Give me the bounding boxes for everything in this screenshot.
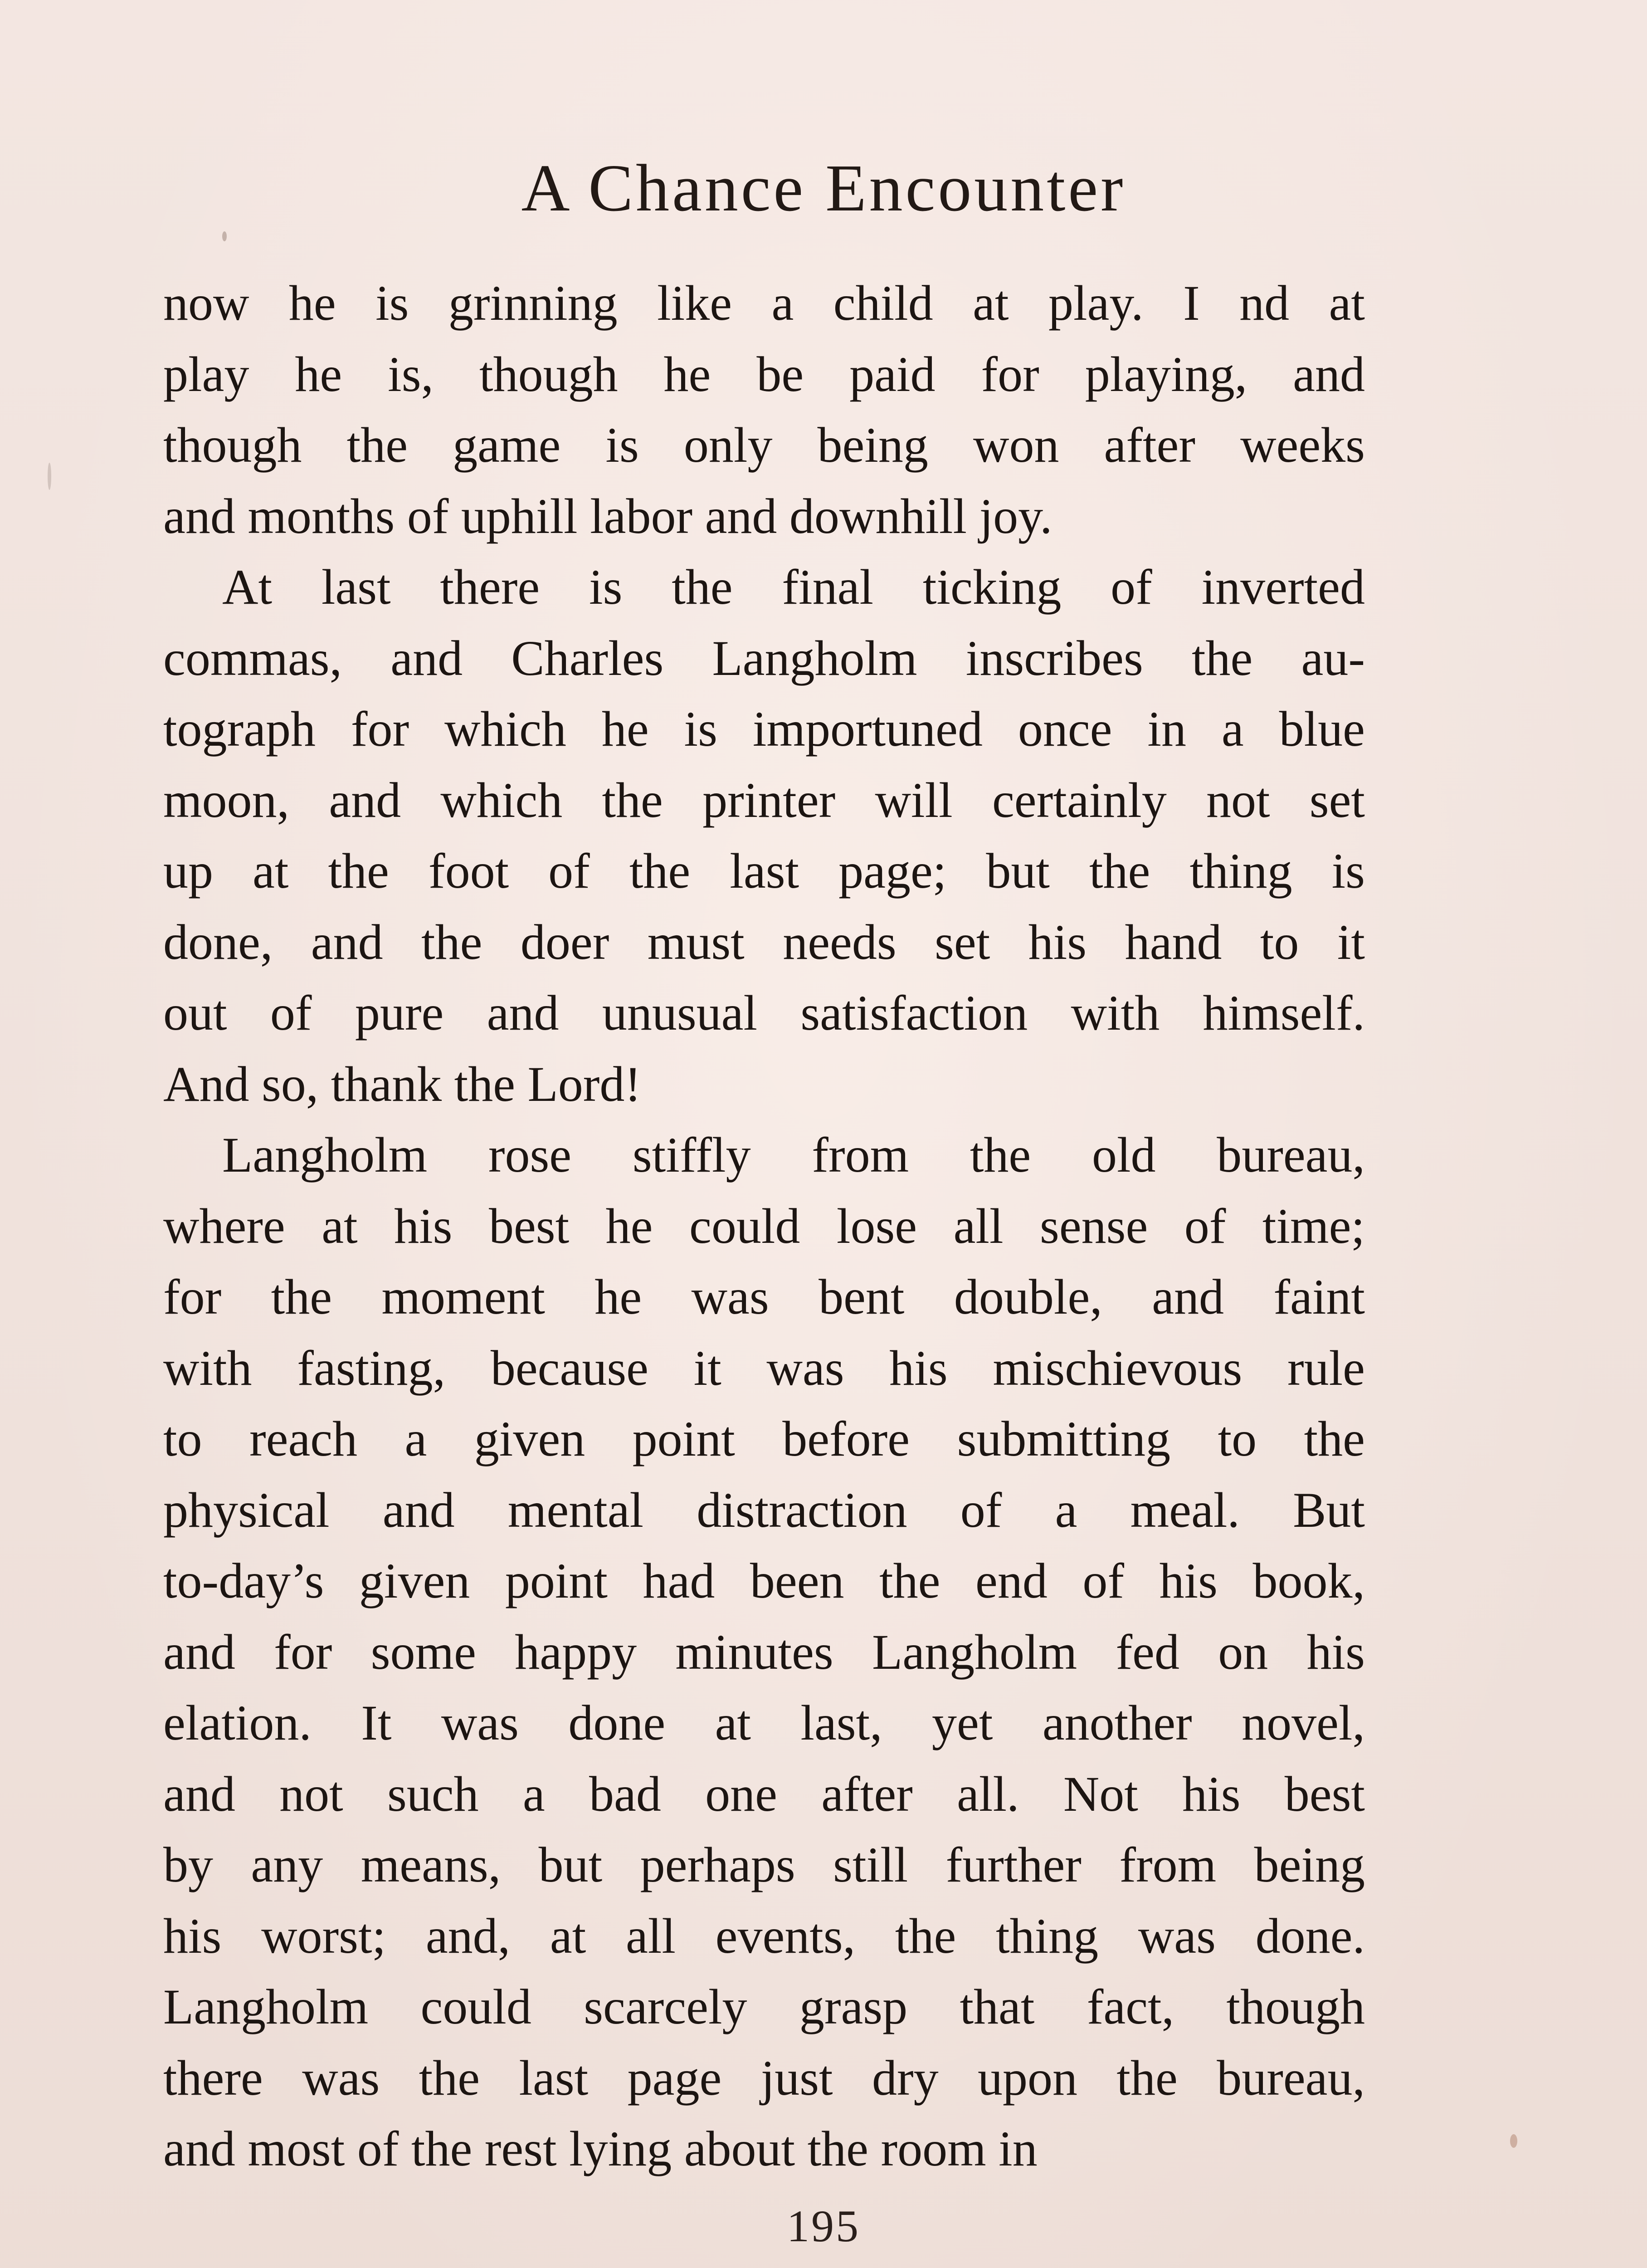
text-line: out of pure and unusual satisfaction with himself. <box>163 985 1365 1041</box>
text-line: done, and the doer must needs set his hand to it <box>163 914 1365 970</box>
page-number: 195 <box>787 2201 860 2251</box>
text-line: Langholm rose stiffly from the old bureau, <box>222 1127 1365 1183</box>
paper-speck <box>48 463 51 490</box>
text-line: and not such a bad one after all. Not his best <box>163 1766 1365 1822</box>
text-line: At last there is the final ticking of inverted <box>222 559 1365 615</box>
paper-speck <box>1510 2134 1517 2148</box>
text-line: to-day’s given point had been the end of his book, <box>163 1553 1365 1608</box>
text-line: and most of the rest lying about the room in <box>163 2121 1038 2176</box>
text-line: and months of uphill labor and downhill joy. <box>163 488 1053 544</box>
text-line: by any means, but perhaps still further from being <box>163 1837 1365 1892</box>
text-line: moon, and which the printer will certainly not set <box>163 772 1365 828</box>
text-line: with fasting, because it was his mischievous rule <box>163 1340 1365 1396</box>
text-line: to reach a given point before submitting to the <box>163 1411 1365 1466</box>
text-line: for the moment he was bent double, and faint <box>163 1269 1365 1325</box>
text-line: commas, and Charles Langholm inscribes the au- <box>163 630 1365 686</box>
text-line: and for some happy minutes Langholm fed on his <box>163 1624 1365 1680</box>
text-line: physical and mental distraction of a meal. But <box>163 1482 1365 1538</box>
text-line: his worst; and, at all events, the thing was done. <box>163 1908 1365 1964</box>
running-head: A Chance Encounter <box>521 151 1126 225</box>
text-line: elation. It was done at last, yet another novel, <box>163 1695 1365 1750</box>
text-line: And so, thank the Lord! <box>163 1056 641 1112</box>
text-line: up at the foot of the last page; but the thing is <box>163 843 1365 899</box>
paper-speck <box>222 231 227 241</box>
text-line: tograph for which he is importuned once in a blue <box>163 701 1365 757</box>
body-text <box>163 268 1365 2185</box>
text-line: there was the last page just dry upon the bureau, <box>163 2050 1365 2106</box>
text-line: now he is grinning like a child at play. I nd at <box>163 275 1365 331</box>
text-line: where at his best he could lose all sense of time; <box>163 1198 1365 1254</box>
text-line: though the game is only being won after weeks <box>163 417 1365 473</box>
text-line: play he is, though he be paid for playing, and <box>163 346 1365 402</box>
text-line: Langholm could scarcely grasp that fact, though <box>163 1979 1365 2034</box>
